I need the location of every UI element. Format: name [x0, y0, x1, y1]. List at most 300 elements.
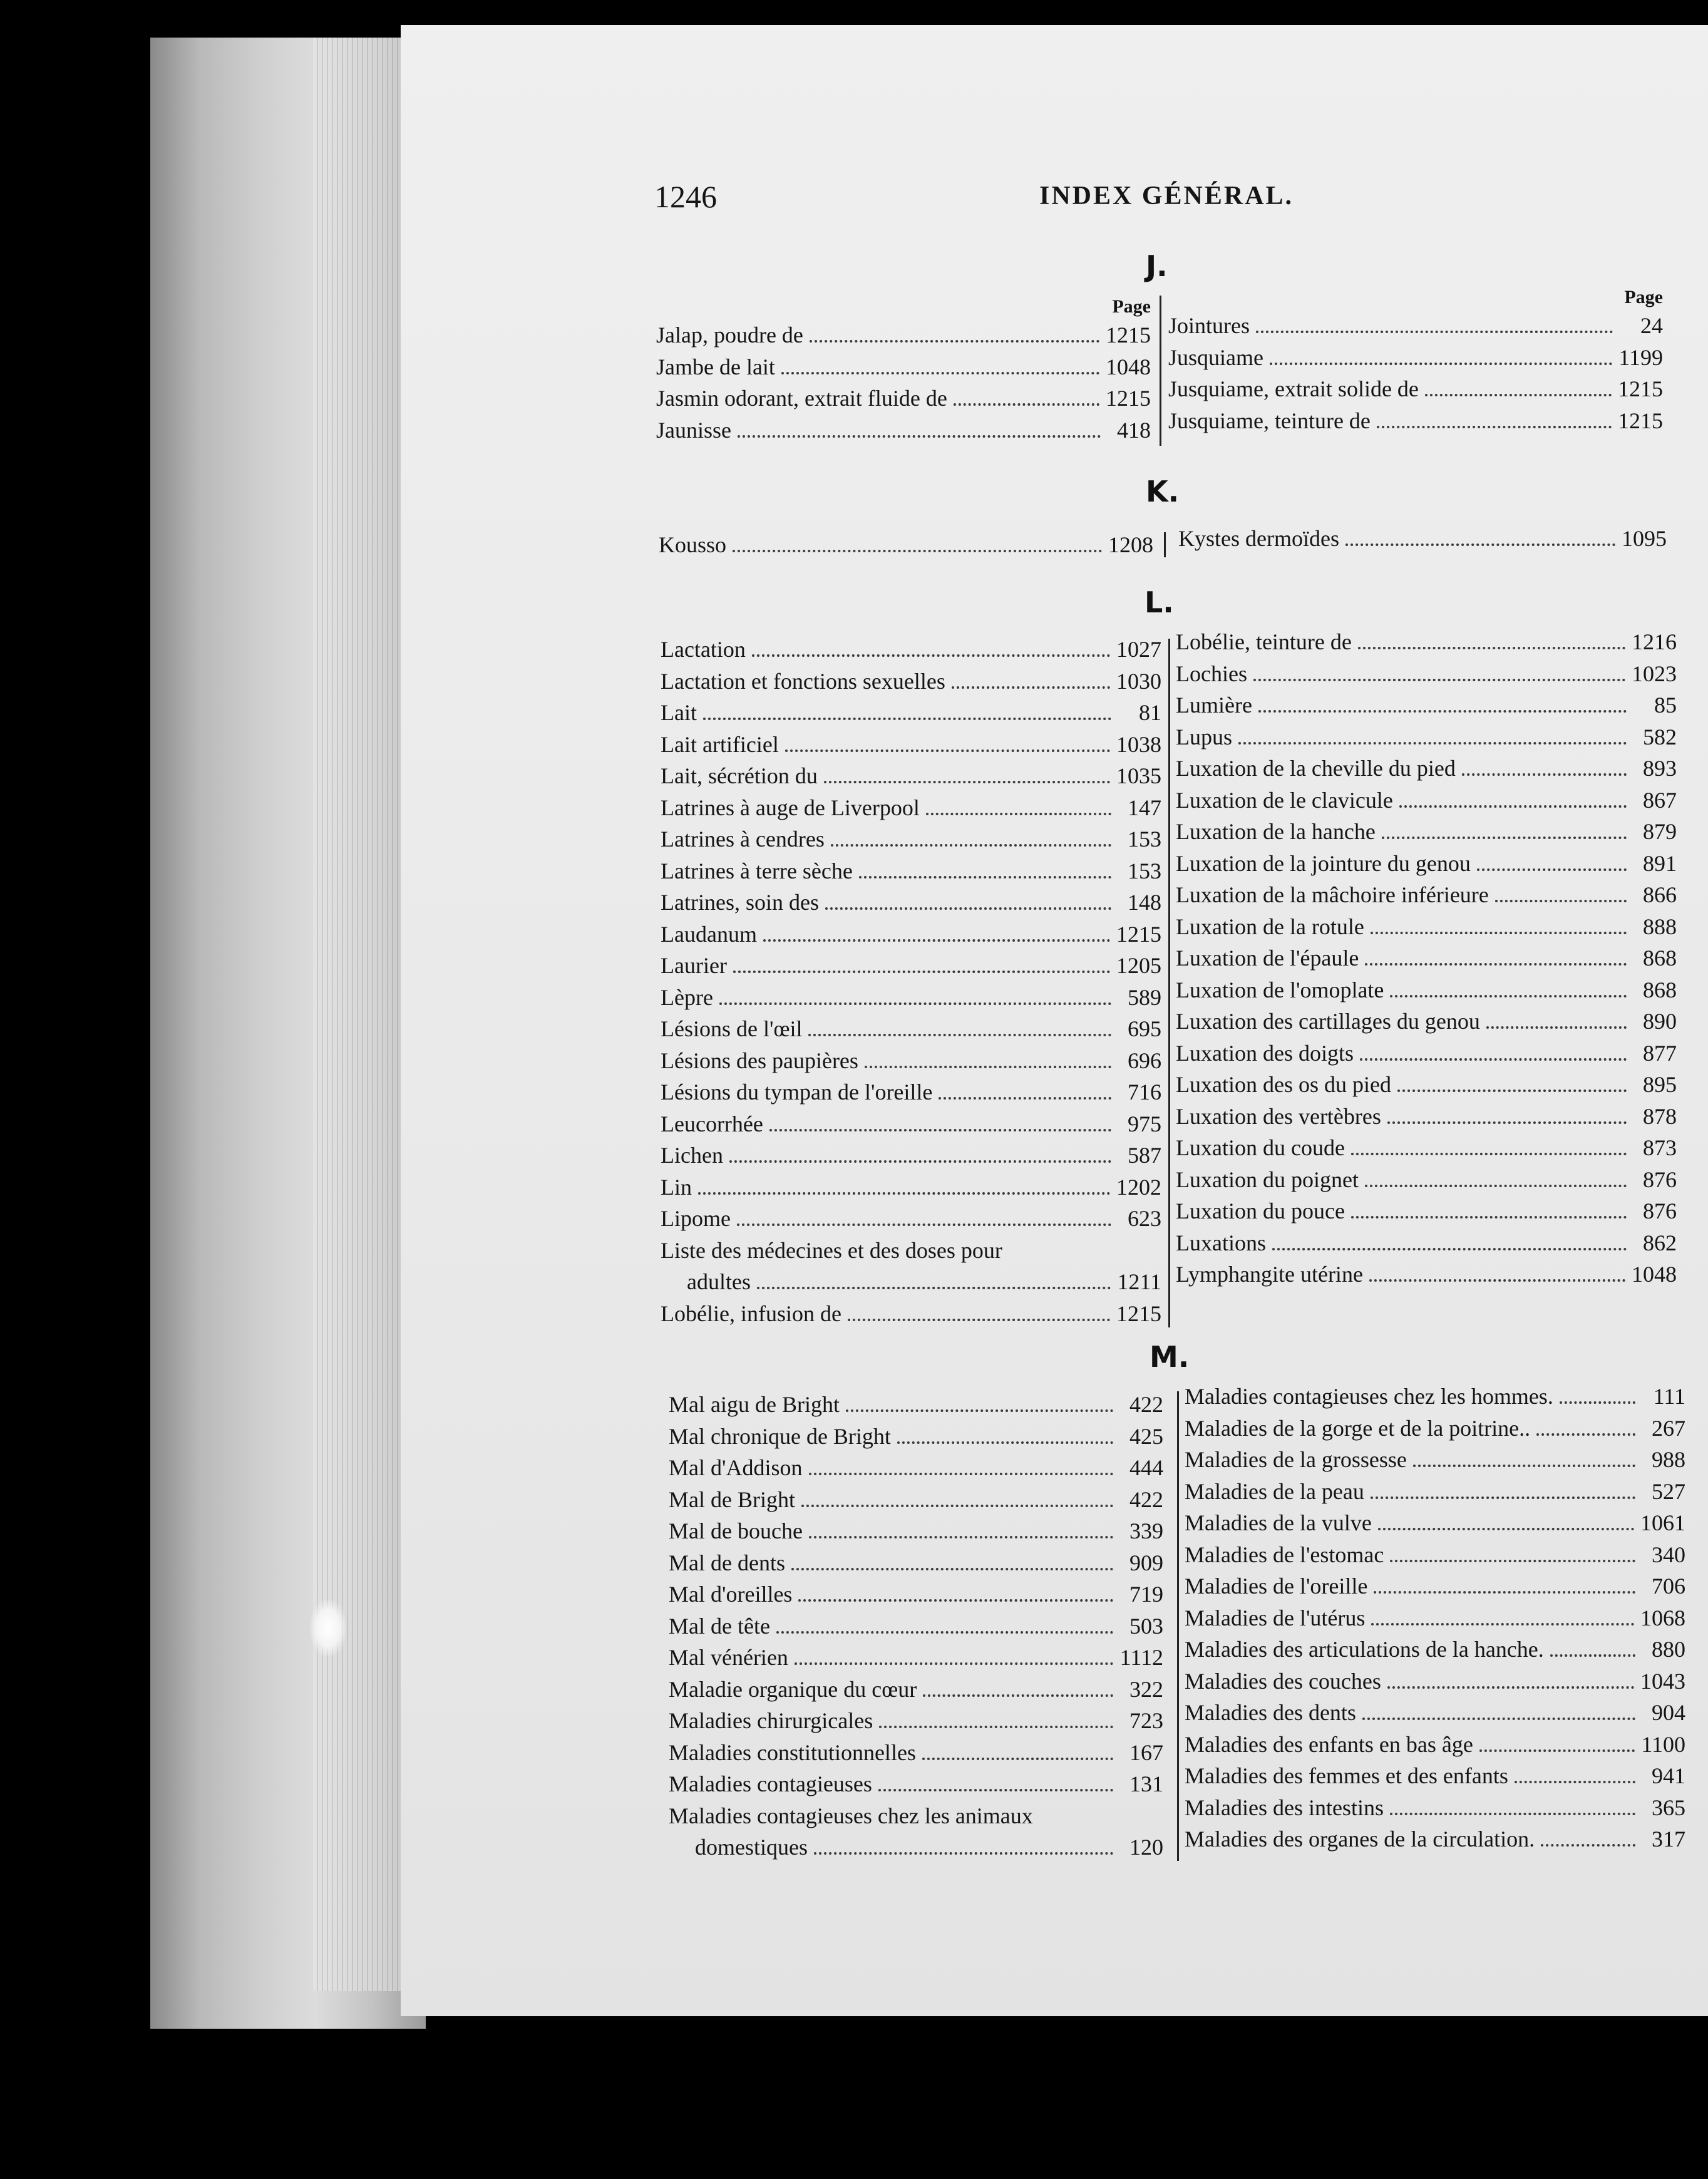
index-entry-page: 719: [1129, 1582, 1163, 1607]
index-column-m-right: [1185, 1381, 1685, 1855]
index-entry-page: 1215: [1618, 408, 1663, 433]
column-divider: [1177, 1391, 1179, 1861]
index-entry: [669, 1421, 1163, 1453]
index-entry-page: 1208: [1108, 532, 1153, 557]
dot-leader: [1258, 710, 1627, 713]
index-entry: [1185, 1823, 1685, 1855]
index-entry-term: Luxation de l'épaule: [1176, 945, 1359, 971]
index-entry-page: 340: [1652, 1542, 1685, 1567]
index-entry: [1185, 1444, 1685, 1476]
index-entry-term: Maladies des enfants en bas âge: [1185, 1731, 1473, 1757]
dot-leader: [738, 435, 1101, 438]
index-column-j-left: [656, 294, 1151, 446]
dot-leader: [878, 1789, 1113, 1791]
index-entry-page: 873: [1643, 1135, 1677, 1160]
dot-leader: [814, 1852, 1113, 1855]
index-entry-page: 1112: [1119, 1645, 1163, 1670]
entries: [659, 529, 1153, 561]
index-entry-term: Luxation du pouce: [1176, 1198, 1345, 1223]
index-entry: [1176, 1164, 1677, 1196]
index-entry-term: Lésions du tympan de l'oreille: [661, 1079, 933, 1105]
index-entry-term: Luxation des doigts: [1176, 1040, 1354, 1066]
index-entry-page: 1199: [1618, 344, 1663, 370]
index-entry: [1176, 879, 1677, 911]
index-entry-page: 695: [1128, 1016, 1161, 1041]
entries: [669, 1389, 1163, 1863]
index-entry: [1185, 1413, 1685, 1445]
index-entry-term: Maladies contagieuses chez les hommes.: [1185, 1384, 1553, 1409]
section-letter-j: J.: [1146, 249, 1168, 283]
index-entry: [1185, 1602, 1685, 1634]
index-entry-page: 589: [1128, 984, 1161, 1010]
index-entry-page: 167: [1129, 1739, 1163, 1765]
index-entry: [1176, 1195, 1677, 1227]
dot-leader: [801, 1505, 1113, 1507]
dot-leader: [1371, 1623, 1634, 1625]
dot-leader: [737, 1223, 1111, 1226]
index-entry-page: 267: [1652, 1415, 1685, 1441]
index-entry-page: 879: [1643, 819, 1677, 844]
index-entry: [669, 1547, 1163, 1579]
index-entry-page: 1216: [1632, 629, 1677, 654]
index-entry: [1178, 523, 1667, 555]
dot-leader: [719, 1002, 1111, 1005]
index-entry: [661, 1045, 1161, 1077]
index-entry: [1185, 1381, 1685, 1413]
index-entry: [669, 1642, 1163, 1674]
index-entry-page: 706: [1652, 1574, 1685, 1599]
index-entry-page: 1205: [1116, 953, 1161, 978]
index-entry-page: 425: [1129, 1423, 1163, 1449]
index-entry-page: 422: [1129, 1392, 1163, 1417]
index-entry-page: 877: [1643, 1040, 1677, 1066]
index-entry: [656, 415, 1151, 446]
dot-leader: [1351, 1216, 1627, 1218]
index-entry-page: 1100: [1641, 1731, 1685, 1757]
index-entry-page: 878: [1643, 1103, 1677, 1129]
index-entry-term: Luxations: [1176, 1230, 1266, 1255]
dot-leader: [1477, 868, 1627, 871]
index-entry-term: Latrines à cendres: [661, 827, 825, 852]
index-entry-page: 880: [1652, 1637, 1685, 1662]
index-entry-term: Maladies contagieuses: [669, 1771, 872, 1796]
index-entry-term: Jusquiame, extrait solide de: [1168, 376, 1419, 401]
dot-leader: [952, 686, 1110, 689]
index-entry: [1168, 405, 1663, 437]
index-entry: [669, 1768, 1163, 1800]
index-column-k-left: [659, 529, 1153, 561]
dot-leader: [831, 844, 1111, 847]
index-entry-page: 1068: [1640, 1605, 1685, 1630]
dot-leader: [1382, 837, 1627, 839]
index-entry: [661, 919, 1161, 950]
dot-leader: [809, 1473, 1114, 1475]
index-entry-page: 418: [1117, 417, 1151, 443]
index-entry: [661, 950, 1161, 982]
index-column-l-left: [661, 634, 1161, 1329]
index-entry: [1176, 1006, 1677, 1038]
index-entry-page: 24: [1640, 313, 1663, 338]
index-entry-page: 868: [1643, 977, 1677, 1002]
index-entry-term: Maladies de la vulve: [1185, 1510, 1372, 1535]
dot-leader: [1351, 1153, 1627, 1155]
dot-leader: [1371, 1496, 1635, 1499]
index-entry-term: Lait: [661, 700, 697, 725]
index-entry-term: Maladies de la gorge et de la poitrine..: [1185, 1415, 1531, 1441]
dot-leader: [939, 1097, 1111, 1100]
page-header: [654, 178, 1700, 216]
index-entry-page: 422: [1129, 1486, 1163, 1512]
index-entry: [1176, 689, 1677, 721]
index-entry-term: Lésions de l'œil: [661, 1016, 803, 1041]
index-entry-term: Latrines à terre sèche: [661, 858, 853, 883]
dot-leader: [825, 907, 1111, 910]
index-entry-page: 1048: [1106, 354, 1151, 379]
index-entry: [661, 1235, 1161, 1267]
dot-leader: [1377, 426, 1612, 428]
index-entry-term: Luxation des cartillages du genou: [1176, 1009, 1480, 1034]
index-entry: [661, 634, 1161, 666]
index-entry: [661, 982, 1161, 1014]
index-entry: [661, 1108, 1161, 1140]
index-entry-page: 1202: [1116, 1174, 1161, 1200]
index-entry-term: Lait artificiel: [661, 731, 779, 757]
index-entry-term: Mal chronique de Bright: [669, 1423, 891, 1449]
index-entry-term: Lymphangite utérine: [1176, 1262, 1363, 1287]
dot-leader: [1256, 331, 1613, 333]
dot-leader: [1390, 1560, 1635, 1562]
index-entry-page: 876: [1643, 1167, 1677, 1192]
dot-leader: [865, 1066, 1111, 1068]
dot-leader: [1560, 1401, 1635, 1404]
dot-leader: [1397, 1090, 1627, 1092]
dot-leader: [1365, 963, 1627, 966]
index-entry-term: Jusquiame, teinture de: [1168, 408, 1371, 433]
index-entry: [1168, 342, 1663, 374]
index-entry-term: Maladies des organes de la circulation.: [1185, 1826, 1535, 1852]
index-entry-term: Luxation de la jointure du genou: [1176, 850, 1471, 876]
index-entry-term: Maladies des dents: [1185, 1700, 1356, 1725]
index-entry-page: 696: [1128, 1048, 1161, 1073]
index-entry-page: 868: [1643, 945, 1677, 971]
entries: [1176, 626, 1677, 1290]
index-entry-page: 1043: [1640, 1668, 1685, 1694]
index-entry: [1168, 310, 1663, 342]
index-entry: [1176, 848, 1677, 880]
index-entry: [1185, 1570, 1685, 1602]
index-entry-page: 147: [1128, 795, 1161, 820]
index-entry-term: Laurier: [661, 953, 727, 978]
dot-leader: [757, 1287, 1111, 1289]
index-entry-term: domestiques: [695, 1835, 808, 1860]
index-entry: [661, 1013, 1161, 1045]
index-entry-term: Lumière: [1176, 693, 1252, 718]
index-entry-page: 131: [1129, 1771, 1163, 1796]
index-entry-term: Luxation de la hanche: [1176, 819, 1376, 844]
dot-leader: [810, 340, 1099, 343]
column-divider: [1164, 532, 1166, 557]
index-entry-term: Latrines à auge de Liverpool: [661, 795, 920, 820]
dot-leader: [1360, 1058, 1627, 1061]
index-entry: [669, 1737, 1163, 1769]
index-entry-page: 1061: [1640, 1510, 1685, 1535]
dot-leader: [781, 372, 1099, 374]
index-entry-page: 904: [1652, 1700, 1685, 1725]
index-entry-page: 895: [1643, 1072, 1677, 1097]
index-entry-term: Maladies de la peau: [1185, 1478, 1364, 1504]
index-entry: [1176, 1101, 1677, 1133]
index-entry-term: Maladies contagieuses chez les animaux: [669, 1803, 1033, 1828]
index-entry-page: 888: [1643, 914, 1677, 939]
dot-leader: [1486, 1026, 1627, 1029]
index-entry-page: 716: [1128, 1079, 1161, 1105]
index-entry-page: 866: [1643, 882, 1677, 907]
dot-leader: [1413, 1465, 1635, 1467]
index-entry-page: 867: [1643, 787, 1677, 813]
index-entry: [1176, 721, 1677, 753]
index-entry-term: Mal de bouche: [669, 1518, 803, 1543]
dot-leader: [846, 1409, 1113, 1412]
index-entry-page: 723: [1129, 1708, 1163, 1733]
index-entry: [1185, 1729, 1685, 1761]
index-entry-term: Maladies de l'utérus: [1185, 1605, 1366, 1630]
index-entry-term: Liste des médecines et des doses pour: [661, 1237, 1002, 1263]
index-entry-page: 1215: [1106, 386, 1151, 411]
index-entry: [669, 1452, 1163, 1484]
index-entry-term: Maladies des couches: [1185, 1668, 1381, 1694]
index-entry: [669, 1610, 1163, 1642]
index-entry-term: Maladies des intestins: [1185, 1795, 1384, 1820]
section-letter-m: M.: [1150, 1340, 1190, 1374]
paper-smudge: [310, 1600, 346, 1656]
index-entry-page: 975: [1128, 1111, 1161, 1136]
index-entry-page: 1095: [1622, 526, 1667, 551]
index-entry: [1176, 816, 1677, 848]
index-entry-term: Latrines, soin des: [661, 890, 819, 915]
index-entry-page: 81: [1139, 700, 1161, 725]
dot-leader: [791, 1568, 1113, 1570]
page-column-label: Page: [1624, 287, 1663, 307]
index-entry-term: Leucorrhée: [661, 1111, 763, 1136]
index-entry-term: Lobélie, infusion de: [661, 1301, 841, 1326]
dot-leader: [954, 403, 1099, 406]
index-entry-page: 503: [1129, 1613, 1163, 1639]
index-entry: [661, 1298, 1161, 1330]
index-column-j-right: [1168, 285, 1663, 436]
dot-leader: [733, 971, 1110, 973]
index-entry-term: Lésions des paupières: [661, 1048, 858, 1073]
entries: [1168, 310, 1663, 436]
index-entry-term: Jalap, poudre de: [656, 322, 803, 348]
dot-leader: [1387, 1121, 1627, 1124]
dot-leader: [1495, 900, 1627, 902]
index-entry-term: Jasmin odorant, extrait fluide de: [656, 386, 947, 411]
index-entry-term: Lait, sécrétion du: [661, 763, 818, 788]
index-entry: [1176, 1069, 1677, 1101]
index-entry-page: 941: [1652, 1763, 1685, 1788]
index-entry-term: Luxation du coude: [1176, 1135, 1345, 1160]
index-entry-term: Jaunisse: [656, 417, 731, 443]
index-entry-term: Mal de tête: [669, 1613, 770, 1639]
dot-leader: [1399, 805, 1627, 808]
index-entry-page: 1211: [1117, 1269, 1161, 1294]
index-entry: [661, 1203, 1161, 1235]
index-entry-page: 1215: [1116, 1301, 1161, 1326]
index-entry-term: Maladie organique du cœur: [669, 1676, 917, 1702]
index-entry-page: 1023: [1632, 661, 1677, 686]
index-entry-term: Jointures: [1168, 313, 1250, 338]
dot-leader: [1374, 1591, 1635, 1594]
index-entry: [661, 729, 1161, 761]
dot-leader: [1378, 1528, 1634, 1530]
dot-leader: [1369, 1279, 1625, 1282]
entries: [1185, 1381, 1685, 1855]
index-entry: [661, 792, 1161, 824]
index-entry-term: Lochies: [1176, 661, 1247, 686]
dot-leader: [798, 1599, 1113, 1602]
index-entry-page: 876: [1643, 1198, 1677, 1223]
index-entry-term: Jusquiame: [1168, 344, 1263, 370]
dot-leader: [1270, 363, 1612, 365]
index-entry-term: Luxation de l'omoplate: [1176, 977, 1384, 1002]
index-entry-page: 1215: [1116, 921, 1161, 947]
index-entry-term: Mal d'oreilles: [669, 1582, 793, 1607]
index-entry-term: Mal vénérien: [669, 1645, 788, 1670]
dot-leader: [1362, 1718, 1635, 1720]
index-entry-term: Maladies chirurgicales: [669, 1708, 873, 1733]
dot-leader: [1371, 932, 1627, 934]
index-entry: [661, 1266, 1161, 1298]
dot-leader: [824, 781, 1110, 783]
page-number: 1246: [654, 179, 717, 214]
index-entry: [661, 855, 1161, 887]
index-entry-page: 153: [1128, 858, 1161, 883]
index-entry: [1176, 658, 1677, 690]
index-entry: [1185, 1760, 1685, 1792]
index-entry: [1168, 373, 1663, 405]
index-entry: [1185, 1666, 1685, 1697]
index-entry-page: 1030: [1116, 668, 1161, 694]
dot-leader: [1536, 1433, 1635, 1436]
dot-leader: [785, 750, 1110, 752]
dot-leader: [808, 1034, 1111, 1036]
index-entry-term: Mal de dents: [669, 1550, 785, 1575]
index-column-k-right: [1178, 523, 1667, 555]
section-letter-l: L.: [1145, 585, 1174, 619]
index-entry-term: Maladies des articulations de la hanche.: [1185, 1637, 1544, 1662]
index-entry: [661, 1076, 1161, 1108]
index-entry-term: Jambe de lait: [656, 354, 775, 379]
index-entry: [1185, 1697, 1685, 1729]
index-entry: [661, 760, 1161, 792]
dot-leader: [733, 550, 1102, 552]
index-entry-term: Maladies constitutionnelles: [669, 1739, 916, 1765]
entries: [661, 634, 1161, 1329]
section-letter-k: K.: [1146, 475, 1180, 508]
index-column-l-right: [1176, 626, 1677, 1290]
index-entry: [1185, 1476, 1685, 1508]
dot-leader: [879, 1726, 1113, 1728]
index-entry: [669, 1515, 1163, 1547]
index-entry: [669, 1800, 1163, 1832]
dot-leader: [1390, 995, 1627, 997]
dot-leader: [1387, 1686, 1634, 1689]
index-entry-term: Lipome: [661, 1206, 731, 1231]
index-entry-page: 891: [1643, 850, 1677, 876]
dot-leader: [859, 876, 1111, 878]
dot-leader: [1345, 543, 1615, 546]
index-entry-term: Laudanum: [661, 921, 757, 947]
index-entry-term: adultes: [687, 1269, 751, 1294]
dot-leader: [1390, 1813, 1635, 1815]
dot-leader: [729, 1160, 1111, 1163]
index-entry-page: 862: [1643, 1230, 1677, 1255]
index-entry-page: 339: [1129, 1518, 1163, 1543]
index-entry: [669, 1389, 1163, 1421]
index-entry-page: 1027: [1116, 637, 1161, 662]
dot-leader: [1550, 1654, 1635, 1657]
index-entry: [659, 529, 1153, 561]
index-entry: [661, 887, 1161, 919]
index-entry-page: 153: [1128, 827, 1161, 852]
index-entry-page: 85: [1654, 693, 1677, 718]
index-entry-term: Mal aigu de Bright: [669, 1392, 840, 1417]
index-entry-term: Lèpre: [661, 984, 713, 1010]
index-column-m-left: [669, 1389, 1163, 1863]
index-entry: [656, 319, 1151, 351]
index-entry-term: Mal de Bright: [669, 1486, 795, 1512]
index-entry: [1176, 1132, 1677, 1164]
index-entry: [661, 1140, 1161, 1172]
index-entry-page: 582: [1643, 724, 1677, 750]
index-entry: [656, 351, 1151, 383]
dot-leader: [1238, 742, 1627, 744]
index-entry-term: Luxation du poignet: [1176, 1167, 1359, 1192]
index-entry-term: Kousso: [659, 532, 727, 557]
index-entry-term: Lupus: [1176, 724, 1232, 750]
index-entry: [1185, 1792, 1685, 1824]
index-entry: [669, 1831, 1163, 1863]
index-entry: [661, 697, 1161, 729]
index-entry-page: 1038: [1116, 731, 1161, 757]
index-entry-term: Maladies de l'estomac: [1185, 1542, 1384, 1567]
index-entry-page: 909: [1129, 1550, 1163, 1575]
index-entry-term: Lin: [661, 1174, 692, 1200]
index-entry: [1176, 1259, 1677, 1290]
dot-leader: [897, 1441, 1113, 1444]
entries: [1178, 523, 1667, 555]
index-entry-page: 120: [1129, 1835, 1163, 1860]
index-entry-page: 317: [1652, 1826, 1685, 1852]
index-entry: [661, 1172, 1161, 1203]
index-entry: [1176, 753, 1677, 785]
index-entry: [1176, 785, 1677, 816]
column-divider: [1160, 296, 1161, 446]
dot-leader: [1479, 1749, 1635, 1752]
dot-leader: [769, 1129, 1111, 1131]
index-entry: [1176, 1038, 1677, 1069]
index-entry-page: 988: [1652, 1447, 1685, 1472]
index-entry: [661, 823, 1161, 855]
index-entry: [1185, 1539, 1685, 1571]
index-entry-term: Maladies de la grossesse: [1185, 1447, 1407, 1472]
column-divider: [1168, 639, 1170, 1327]
entries: [656, 319, 1151, 446]
index-entry-term: Mal d'Addison: [669, 1455, 803, 1480]
index-entry-page: 1048: [1632, 1262, 1677, 1287]
index-entry-page: 1215: [1106, 322, 1151, 348]
index-entry-term: Maladies des femmes et des enfants: [1185, 1763, 1508, 1788]
